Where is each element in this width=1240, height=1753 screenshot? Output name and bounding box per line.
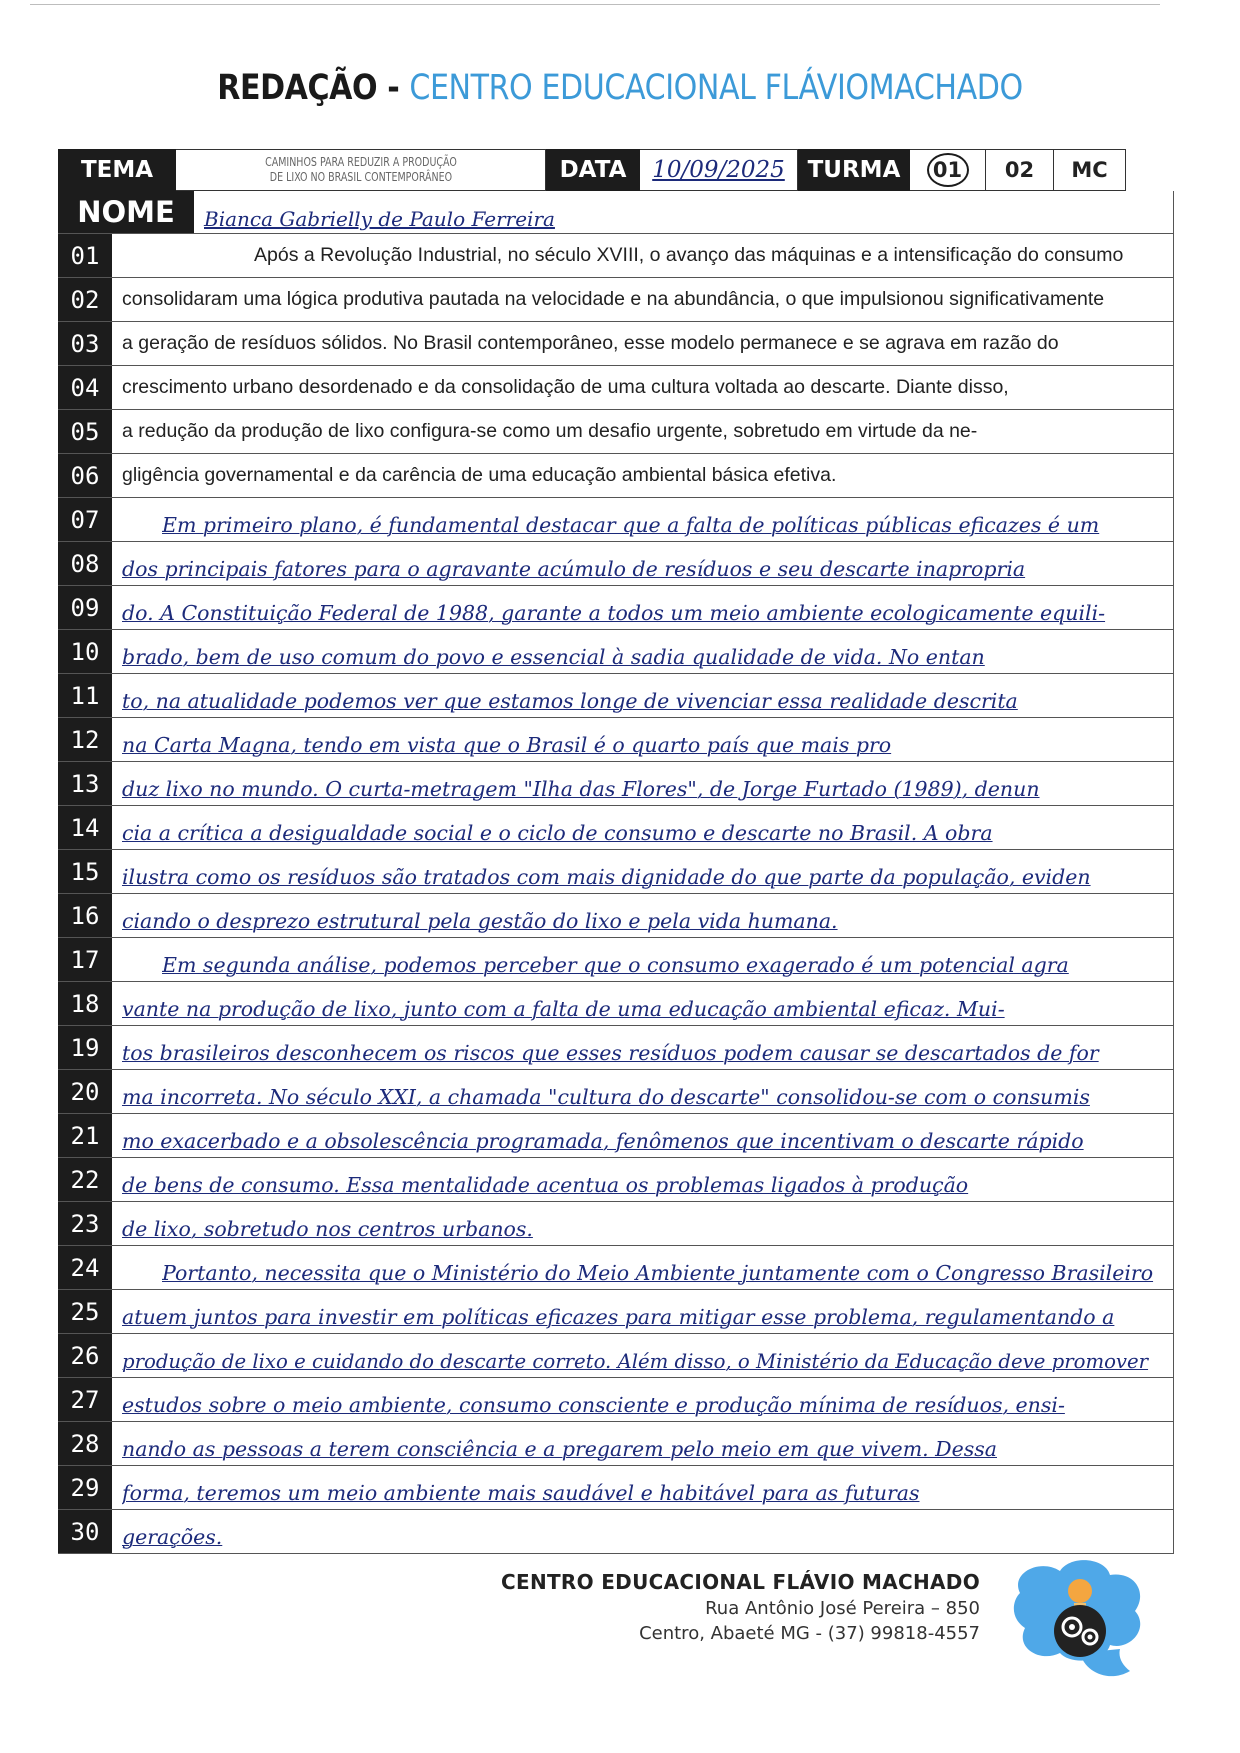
line-text[interactable]: gligência governamental e da carência de uma educação ambiental básica efetiva. <box>122 464 837 486</box>
turma-option-mc[interactable]: MC <box>1054 149 1126 191</box>
line-text[interactable]: mo exacerbado e a obsolescência programada, fenômenos que incentivam o descarte rápido <box>122 1129 1084 1153</box>
essay-line <box>58 1334 1174 1378</box>
essay-line <box>58 630 1174 674</box>
line-number: 16 <box>58 894 112 937</box>
line-text[interactable]: na Carta Magna, tendo em vista que o Brasil é o quarto país que mais pro <box>122 733 892 757</box>
line-text[interactable]: atuem juntos para investir em políticas eficazes para mitigar esse problema, regulamentando a <box>122 1305 1115 1329</box>
line-number: 06 <box>58 454 112 497</box>
essay-lines <box>58 234 1174 1554</box>
top-rule <box>30 4 1160 5</box>
nome-label: NOME <box>58 191 194 233</box>
essay-line <box>58 806 1174 850</box>
data-field[interactable] <box>640 149 798 191</box>
line-number: 13 <box>58 762 112 805</box>
essay-line <box>58 894 1174 938</box>
line-number: 12 <box>58 718 112 761</box>
title-separator: - <box>377 68 410 108</box>
line-text[interactable]: do. A Constituição Federal de 1988, garante a todos um meio ambiente ecologicamente equili- <box>122 601 1106 625</box>
footer <box>500 1570 980 1644</box>
essay-line <box>58 366 1174 410</box>
essay-line <box>58 674 1174 718</box>
line-text[interactable]: estudos sobre o meio ambiente, consumo consciente e produção mínima de resíduos, ensi- <box>122 1393 1065 1417</box>
page-title <box>87 68 1153 108</box>
essay-line <box>58 762 1174 806</box>
line-number: 03 <box>58 322 112 365</box>
line-text[interactable]: de bens de consumo. Essa mentalidade acentua os problemas ligados à produção <box>122 1173 969 1197</box>
data-value: 10/09/2025 <box>652 157 785 183</box>
line-number: 27 <box>58 1378 112 1421</box>
line-number: 26 <box>58 1334 112 1377</box>
title-light: CENTRO EDUCACIONAL FLÁVIOMACHADO <box>409 68 1023 108</box>
line-text[interactable]: a geração de resíduos sólidos. No Brasil contemporâneo, esse modelo permanece e se agrava em razão do <box>122 332 1059 354</box>
essay-line <box>58 586 1174 630</box>
essay-form <box>58 149 1174 1554</box>
line-text[interactable]: ma incorreta. No século XXI, a chamada "cultura do descarte" consolidou-se com o consumis <box>122 1085 1090 1109</box>
line-text[interactable]: Portanto, necessita que o Ministério do Meio Ambiente juntamente com o Congresso Brasileiro <box>162 1261 1154 1285</box>
essay-line <box>58 542 1174 586</box>
line-text[interactable]: produção de lixo e cuidando do descarte correto. Além disso, o Ministério da Educação deve promover <box>122 1350 1149 1373</box>
line-text[interactable]: ilustra como os resíduos são tratados com mais dignidade do que parte da população, eviden <box>122 865 1091 889</box>
essay-line <box>58 850 1174 894</box>
line-number: 28 <box>58 1422 112 1465</box>
line-text[interactable]: duz lixo no mundo. O curta-metragem "Ilha das Flores", de Jorge Furtado (1989), denun <box>122 777 1040 801</box>
line-text[interactable]: nando as pessoas a terem consciência e a pregarem pelo meio em que vivem. Dessa <box>122 1437 997 1461</box>
line-number: 05 <box>58 410 112 453</box>
line-number: 22 <box>58 1158 112 1201</box>
essay-line <box>58 938 1174 982</box>
line-text[interactable]: dos principais fatores para o agravante acúmulo de resíduos e seu descarte inapropria <box>122 557 1026 581</box>
line-number: 30 <box>58 1510 112 1553</box>
line-text[interactable]: Em segunda análise, podemos perceber que o consumo exagerado é um potencial agra <box>162 953 1069 977</box>
essay-line <box>58 1026 1174 1070</box>
footer-school-name: CENTRO EDUCACIONAL FLÁVIO MACHADO <box>501 1570 980 1594</box>
line-text[interactable]: ciando o desprezo estrutural pela gestão do lixo e pela vida humana. <box>122 909 838 933</box>
essay-line <box>58 982 1174 1026</box>
essay-line <box>58 1466 1174 1510</box>
essay-line <box>58 1510 1174 1554</box>
line-number: 14 <box>58 806 112 849</box>
line-text[interactable]: a redução da produção de lixo configura-se como um desafio urgente, sobretudo em virtude da ne- <box>122 420 978 442</box>
tema-text-line1: CAMINHOS PARA REDUZIR A PRODUÇÃO <box>264 155 457 169</box>
line-number: 04 <box>58 366 112 409</box>
tema-label: TEMA <box>58 149 176 191</box>
line-text[interactable]: tos brasileiros desconhecem os riscos que esses resíduos podem causar se descartados de for <box>122 1041 1099 1065</box>
line-number: 24 <box>58 1246 112 1289</box>
essay-line <box>58 234 1174 278</box>
essay-line <box>58 454 1174 498</box>
essay-line <box>58 498 1174 542</box>
turma-selected-circle: 01 <box>927 153 969 187</box>
essay-line <box>58 278 1174 322</box>
footer-address: Rua Antônio José Pereira – 850 <box>705 1598 980 1619</box>
essay-line <box>58 1378 1174 1422</box>
line-number: 25 <box>58 1290 112 1333</box>
line-text[interactable]: vante na produção de lixo, junto com a falta de uma educação ambiental eficaz. Mui- <box>122 997 1005 1021</box>
line-number: 08 <box>58 542 112 585</box>
essay-line <box>58 1070 1174 1114</box>
line-text[interactable]: de lixo, sobretudo nos centros urbanos. <box>122 1217 533 1241</box>
line-text[interactable]: to, na atualidade podemos ver que estamos longe de vivenciar essa realidade descrita <box>122 689 1018 713</box>
brain-lightbulb-logo-icon <box>1010 1553 1150 1693</box>
line-number: 10 <box>58 630 112 673</box>
line-text[interactable]: forma, teremos um meio ambiente mais saudável e habitável para as futuras <box>122 1481 920 1505</box>
line-number: 19 <box>58 1026 112 1069</box>
nome-row <box>58 191 1174 234</box>
turma-label: TURMA <box>798 149 910 191</box>
form-header-row <box>58 149 1174 191</box>
nome-value[interactable]: Bianca Gabrielly de Paulo Ferreira <box>204 207 555 231</box>
line-number: 18 <box>58 982 112 1025</box>
essay-line <box>58 1114 1174 1158</box>
line-text[interactable]: Após a Revolução Industrial, no século XVIII, o avanço das máquinas e a intensificação do consumo <box>254 244 1124 266</box>
line-text[interactable]: cia a crítica a desigualdade social e o ciclo de consumo e descarte no Brasil. A obra <box>122 821 993 845</box>
line-text[interactable]: gerações. <box>122 1525 223 1549</box>
turma-option-02[interactable]: 02 <box>986 149 1054 191</box>
line-text[interactable]: crescimento urbano desordenado e da consolidação de uma cultura voltada ao descarte. Diante disso, <box>122 376 1009 398</box>
line-text[interactable]: consolidaram uma lógica produtiva pautada na velocidade e na abundância, o que impulsionou significativamente <box>122 288 1105 310</box>
line-number: 01 <box>58 234 112 277</box>
tema-text-line2: DE LIXO NO BRASIL CONTEMPORÂNEO <box>269 170 452 184</box>
line-number: 07 <box>58 498 112 541</box>
turma-option-01[interactable] <box>910 149 986 191</box>
line-text[interactable]: brado, bem de uso comum do povo e essencial à sadia qualidade de vida. No entan <box>122 645 985 669</box>
essay-line <box>58 410 1174 454</box>
line-number: 29 <box>58 1466 112 1509</box>
title-bold: REDAÇÃO <box>217 68 378 108</box>
line-number: 09 <box>58 586 112 629</box>
line-number: 15 <box>58 850 112 893</box>
line-number: 17 <box>58 938 112 981</box>
tema-field <box>176 149 546 191</box>
essay-line <box>58 1422 1174 1466</box>
essay-line <box>58 1202 1174 1246</box>
line-number: 20 <box>58 1070 112 1113</box>
data-label: DATA <box>546 149 640 191</box>
line-number: 11 <box>58 674 112 717</box>
essay-line <box>58 322 1174 366</box>
line-text[interactable]: Em primeiro plano, é fundamental destacar que a falta de políticas públicas eficazes é um <box>162 513 1100 537</box>
line-number: 21 <box>58 1114 112 1157</box>
essay-line <box>58 718 1174 762</box>
line-number: 23 <box>58 1202 112 1245</box>
essay-line <box>58 1290 1174 1334</box>
essay-line <box>58 1246 1174 1290</box>
footer-city-phone: Centro, Abaeté MG - (37) 99818-4557 <box>639 1623 980 1644</box>
line-number: 02 <box>58 278 112 321</box>
essay-line <box>58 1158 1174 1202</box>
